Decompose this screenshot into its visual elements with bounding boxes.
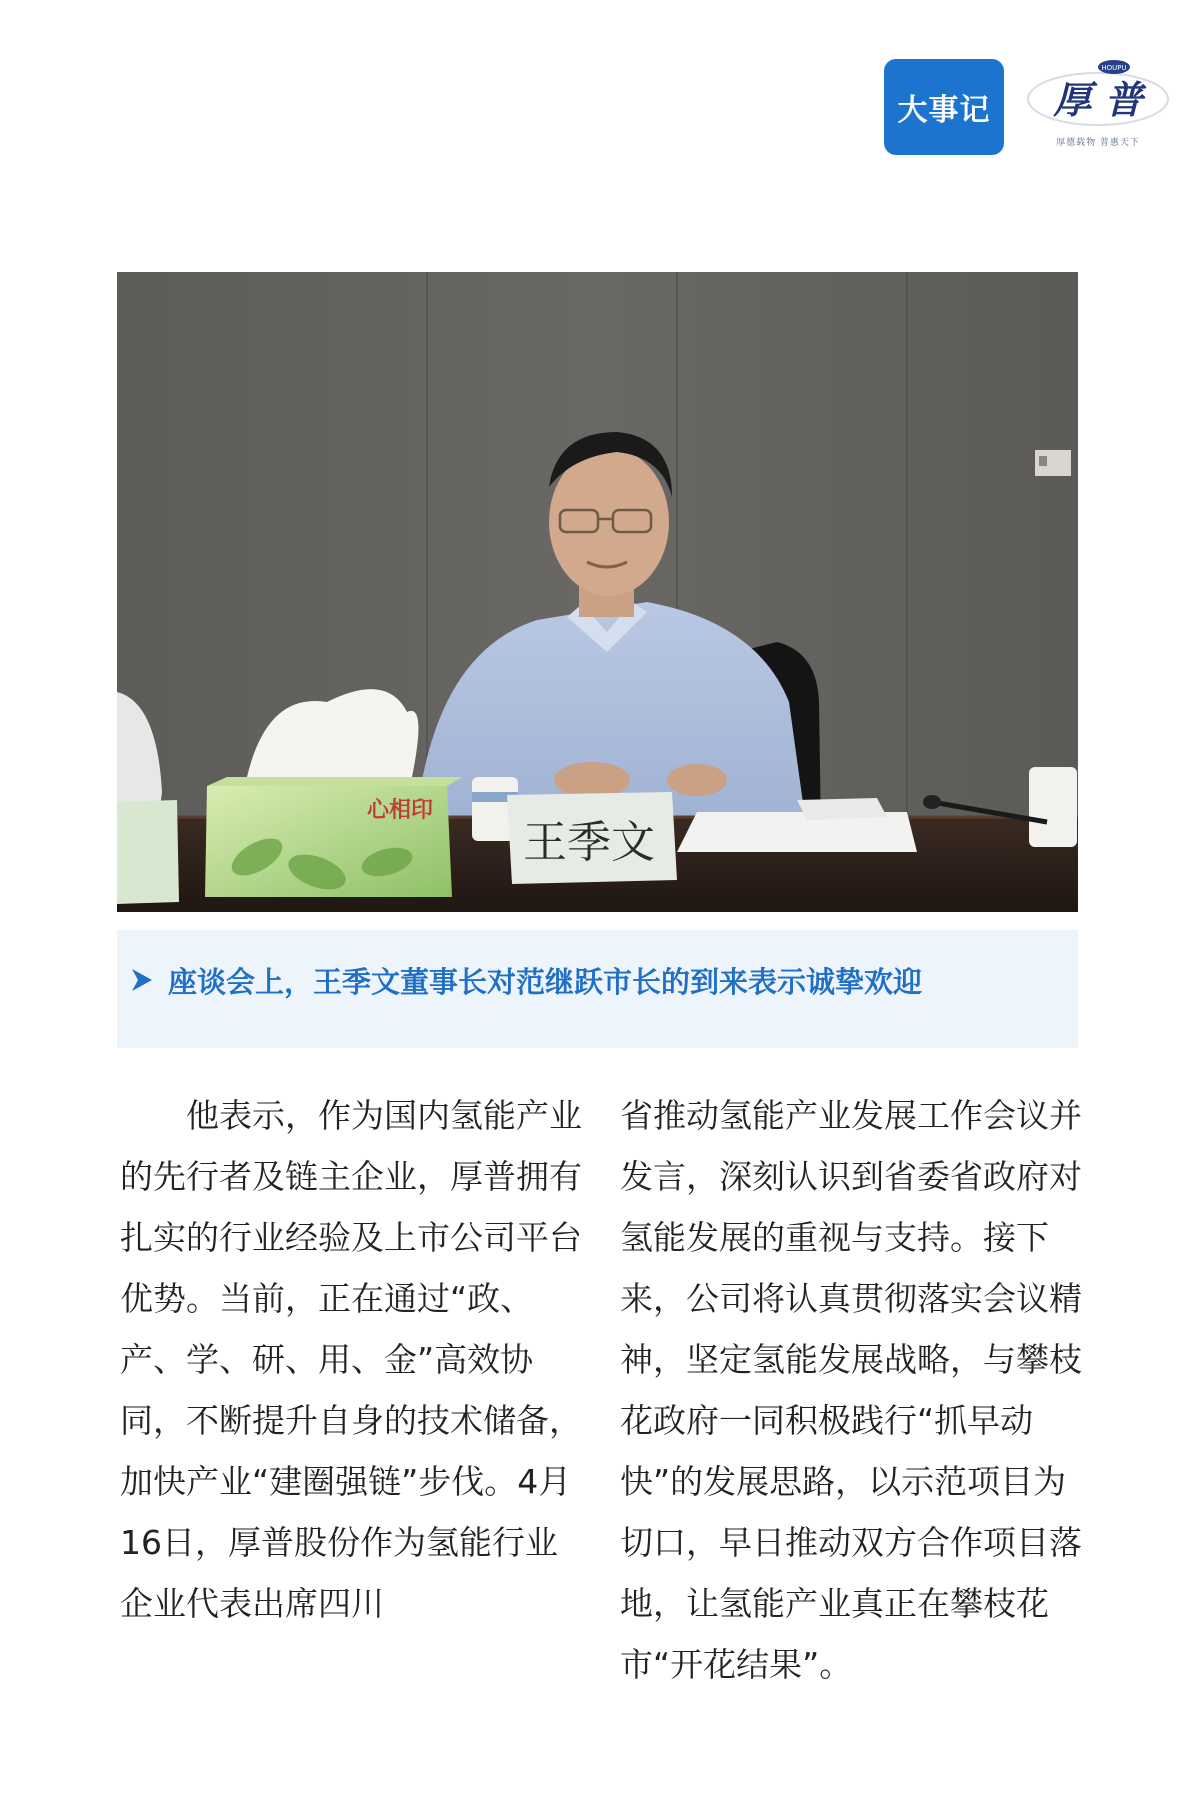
arrow-bullet-icon bbox=[124, 960, 164, 1000]
body-paragraph: 他表示，作为国内氢能产业的先行者及链主企业，厚普拥有扎实的行业经验及上市公司平台优势。当前，正在通过“政、产、学、研、用、金”高效协同，不断提升自身的技术储备，加快产业“建圈强链”步伐。4月16日，厚普股份作为氢能行业企业代表出席四川 bbox=[120, 1096, 582, 1623]
logo-brand-text: HOUPU bbox=[1101, 64, 1127, 72]
body-column-right bbox=[620, 1085, 1082, 1695]
houpu-logo bbox=[1024, 55, 1172, 155]
photo-caption: 座谈会上，王季文董事长对范继跃市长的到来表示诚挚欢迎 bbox=[168, 965, 923, 999]
logo-wordmark: 厚 普 bbox=[1053, 77, 1143, 122]
section-tab-big-events: 大事记 bbox=[884, 59, 1004, 155]
meeting-photo bbox=[117, 272, 1078, 912]
logo-slogan: 厚德载物 普惠天下 bbox=[1056, 138, 1140, 148]
body-paragraph-continued: 省推动氢能产业发展工作会议并发言，深刻认识到省委省政府对氢能发展的重视与支持。接下来，公司将认真贯彻落实会议精神，坚定氢能发展战略，与攀枝花政府一同积极践行“抓早动快”的发展思路，以示范项目为切口，早日推动双方合作项目落地，让氢能产业真正在攀枝花市“开花结果”。 bbox=[620, 1096, 1082, 1684]
tissue-brand-text: 心相印 bbox=[367, 798, 434, 823]
body-column-left bbox=[120, 1085, 582, 1634]
nameplate-text: 王季文 bbox=[523, 817, 655, 868]
